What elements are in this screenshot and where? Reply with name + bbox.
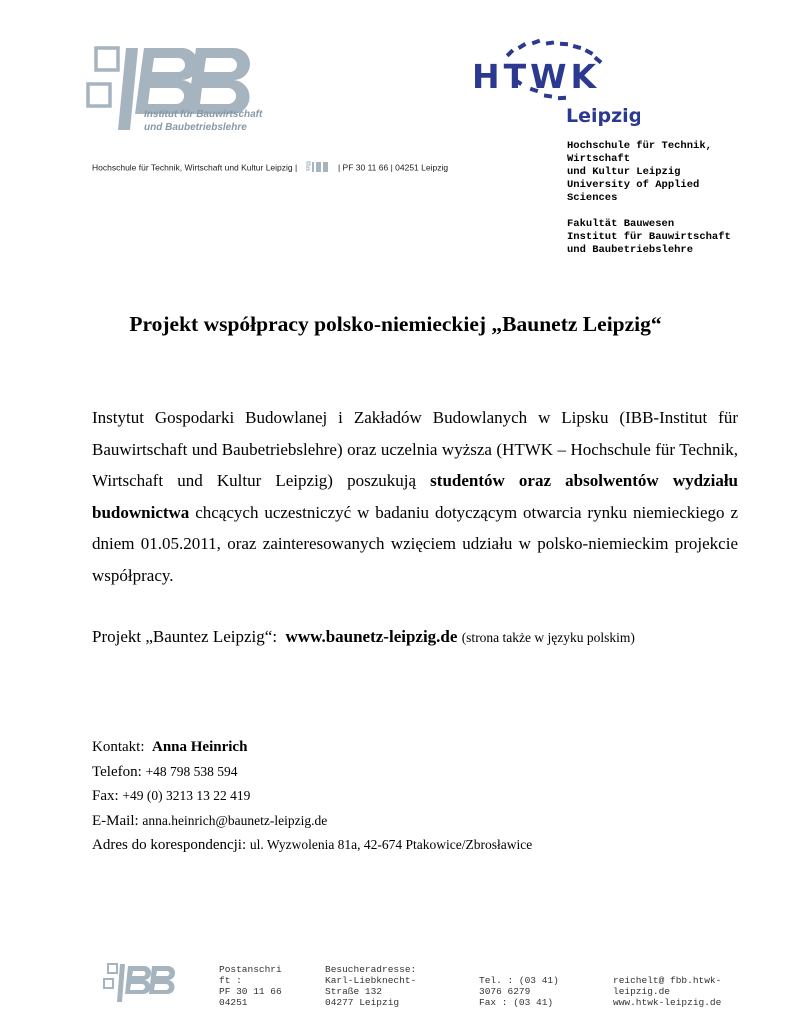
htwk-logo-text: HTWK xyxy=(472,57,601,96)
footer-visitor-column xyxy=(325,964,416,1008)
fax-label: Fax: xyxy=(92,788,119,804)
institution-address-block xyxy=(567,140,767,257)
footer-ibb-logo xyxy=(100,962,182,1004)
ibb-subtitle xyxy=(144,108,262,134)
project-website-link[interactable]: www.baunetz-leipzig.de xyxy=(285,627,458,646)
address-line: und Kultur Leipzig xyxy=(567,166,681,178)
footer-line xyxy=(613,964,721,975)
footer-line: Tel. : (03 41) xyxy=(479,975,559,986)
sender-line-left: Hochschule für Technik, Wirtschaft und Kultur Leipzig | xyxy=(92,162,298,173)
body-paragraph xyxy=(92,402,738,591)
footer-line: reichelt@ fbb.htwk- xyxy=(613,975,722,986)
document-title: Projekt współpracy polsko-niemieckiej „Baunetz Leipzig“ xyxy=(129,312,662,336)
htwk-logo-graphic xyxy=(470,38,640,130)
footer-line: Fax : (03 41) xyxy=(479,997,554,1008)
footer-line: Postanschri xyxy=(219,964,282,975)
address-line: Wirtschaft xyxy=(567,153,631,165)
address-line: Hochschule für Technik, xyxy=(567,140,712,152)
address-line: University of Applied xyxy=(567,179,700,191)
footer-line: Karl-Liebknecht- xyxy=(325,975,417,986)
footer-line: Besucheradresse: xyxy=(325,964,417,975)
fax-value: +49 (0) 3213 13 22 419 xyxy=(122,788,251,803)
postal-address-label: Adres do korespondencji: xyxy=(92,837,247,853)
postal-address-value: ul. Wyzwolenia 81a, 42-674 Ptakowice/Zbrosławice xyxy=(249,837,533,852)
faculty-line: Fakultät Bauwesen xyxy=(567,218,675,230)
footer-phone-column xyxy=(479,964,559,1008)
phone-row xyxy=(92,760,532,785)
phone-value: +48 798 538 594 xyxy=(145,763,238,779)
contact-row xyxy=(92,736,532,760)
ibb-subtitle-line-1: Institut für Bauwirtschaft xyxy=(144,109,263,120)
fax-row xyxy=(92,784,532,809)
email-label: E-Mail: xyxy=(92,812,139,829)
email-row xyxy=(92,809,532,834)
email-link[interactable]: anna.heinrich@baunetz-leipzig.de xyxy=(142,812,328,828)
footer-web-column xyxy=(613,964,721,1008)
footer-line: 3076 6279 xyxy=(479,986,531,997)
address-line: Sciences xyxy=(567,192,618,204)
footer-line xyxy=(479,964,559,975)
contact-name: Anna Heinrich xyxy=(152,739,248,755)
footer-line: PF 30 11 66 xyxy=(219,986,282,997)
contact-label: Kontakt: xyxy=(92,739,145,755)
footer-line: 04277 Leipzig xyxy=(325,997,400,1008)
institute-line: Institut für Bauwirtschaft xyxy=(567,231,731,243)
project-note: (strona także w języku polskim) xyxy=(461,630,635,645)
footer-line[interactable]: www.htwk-leipzig.de xyxy=(613,997,722,1008)
phone-label: Telefon: xyxy=(92,763,142,780)
sender-line-right: | PF 30 11 66 | 04251 Leipzig xyxy=(337,162,449,173)
mini-ibb-logo-icon xyxy=(306,161,330,175)
htwk-logo-city: Leipzig xyxy=(566,105,640,127)
institute-line: und Baubetriebslehre xyxy=(567,244,694,256)
htwk-logo xyxy=(470,38,640,130)
body-text-part-1: Instytut Gospodarki Budowlanej i Zakładów Budowlanych w Lipsku (IBB-Institut für Bauwirtschaft und Baubetriebslehre) oraz uczelnia wyższa (HTWK – Hochschule für Technik, Wirtschaft und Kultur Leipzig) poszukują xyxy=(92,408,738,490)
footer-line: ft : xyxy=(219,975,242,986)
postal-address-row xyxy=(92,833,532,858)
contact-block xyxy=(92,736,532,858)
body-text-part-2: chcących uczestniczyć w badaniu dotyczącym otwarcia rynku niemieckiego z dniem 01.05.2011, oraz zainteresowanych wzięciem udziału w polsko-niemieckim projekcie współpracy. xyxy=(92,502,738,585)
project-line xyxy=(92,627,635,647)
ibb-logo xyxy=(82,40,282,140)
ibb-subtitle-line-2: und Baubetriebslehre xyxy=(144,122,247,133)
footer-line: 04251 xyxy=(219,997,248,1008)
sender-line xyxy=(92,161,448,175)
body-text-highlight: studentów oraz absolwentów wydziału budownictwa xyxy=(92,471,738,522)
footer-line: Straße 132 xyxy=(325,986,383,997)
footer-line: leipzig.de xyxy=(613,986,671,997)
project-label: Projekt „Bauntez Leipzig“: xyxy=(92,627,278,646)
footer-postal-column xyxy=(219,964,282,1008)
